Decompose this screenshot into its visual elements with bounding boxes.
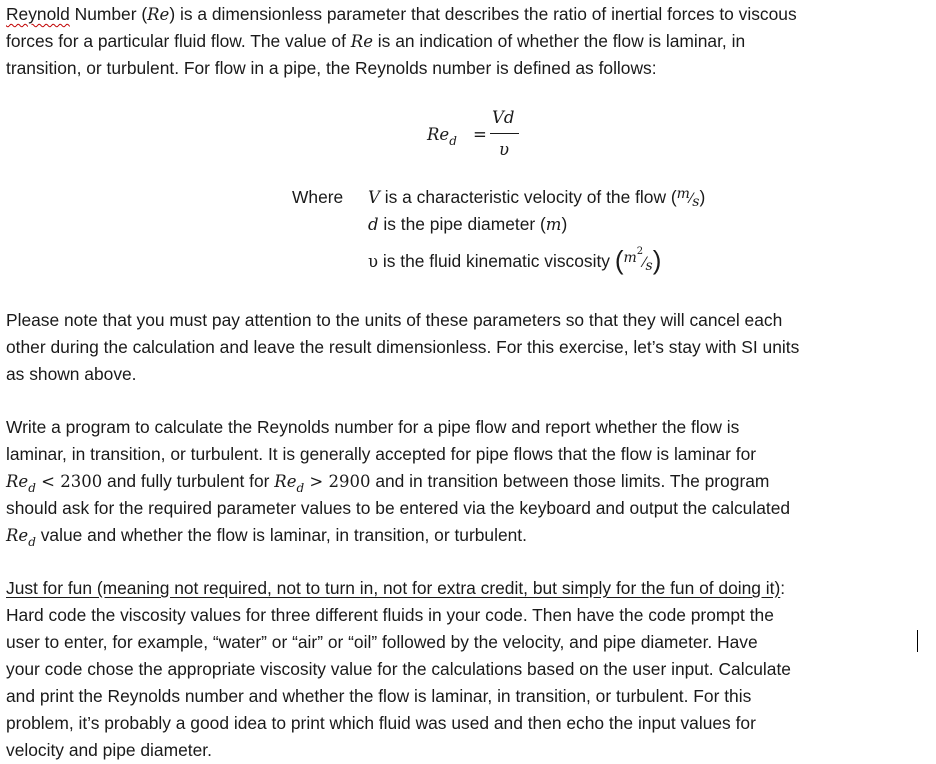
where-velocity: V is a characteristic velocity of the flow ($^m$⁄s) bbox=[368, 186, 706, 210]
note-line-2: other during the calculation and leave the result dimensionless. For this exercise, let’s stay with SI units bbox=[6, 337, 800, 357]
fun-line-7: velocity and pipe diameter. bbox=[6, 740, 212, 760]
intro-line-1: Reynold Number (Re) is a dimensionless parameter that describes the ratio of inertial forces to viscous bbox=[6, 4, 797, 24]
where-diameter: d is the pipe diameter (m) bbox=[368, 214, 568, 234]
re-symbol: Re bbox=[350, 32, 373, 51]
equation-lhs: $Re_d$ bbox=[427, 125, 457, 148]
fun-line-4: your code chose the appropriate viscosity value for the calculations based on the user input. Calculate bbox=[6, 659, 791, 679]
equation-equals: = bbox=[473, 125, 487, 144]
spellcheck-word: Reynold bbox=[6, 4, 70, 24]
task-line-3: $Re_d < 2300$ and fully turbulent for $Re_d > 2900$ and in transition between those limits. The program bbox=[6, 471, 770, 495]
equation-numerator: Vd bbox=[492, 108, 515, 127]
fun-heading: Just for fun (meaning not required, not to turn in, not for extra credit, but simply for the fun of doing it): bbox=[6, 578, 786, 598]
fun-line-2: Hard code the viscosity values for three different fluids in your code. Then have the code prompt the bbox=[6, 605, 774, 625]
note-line-1: Please note that you must pay attention to the units of these parameters so that they will cancel each bbox=[6, 310, 783, 330]
intro-line-2: forces for a particular fluid flow. The value of Re is an indication of whether the flow is laminar, in bbox=[6, 31, 746, 51]
task-line-4: should ask for the required parameter values to be entered via the keyboard and output the calculated bbox=[6, 498, 791, 518]
intro-line-3: transition, or turbulent. For flow in a pipe, the Reynolds number is defined as follows: bbox=[6, 58, 657, 78]
task-line-2: laminar, in transition, or turbulent. It is generally accepted for pipe flows that the flow is laminar for bbox=[6, 444, 757, 464]
fun-line-3: user to enter, for example, “water” or “air” or “oil” followed by the velocity, and pipe diameter. Have bbox=[6, 632, 758, 652]
equation-denominator: υ bbox=[499, 140, 510, 159]
re-symbol: Re bbox=[147, 5, 170, 24]
task-line-5: $Re_d$ value and whether the flow is laminar, in transition, or turbulent. bbox=[6, 525, 527, 549]
where-viscosity: υ is the fluid kinematic viscosity ($^{m2}$⁄s) bbox=[368, 245, 662, 275]
note-line-3: as shown above. bbox=[6, 364, 137, 384]
task-line-1: Write a program to calculate the Reynolds number for a pipe flow and report whether the flow is bbox=[6, 417, 740, 437]
fraction-bar bbox=[490, 133, 519, 134]
where-label: Where bbox=[292, 187, 344, 207]
fun-line-5: and print the Reynolds number and whether the flow is laminar, in transition, or turbulent. For this bbox=[6, 686, 752, 706]
text-cursor bbox=[917, 630, 918, 652]
fun-line-6: problem, it’s probably a good idea to print which fluid was used and then echo the input values for bbox=[6, 713, 756, 733]
